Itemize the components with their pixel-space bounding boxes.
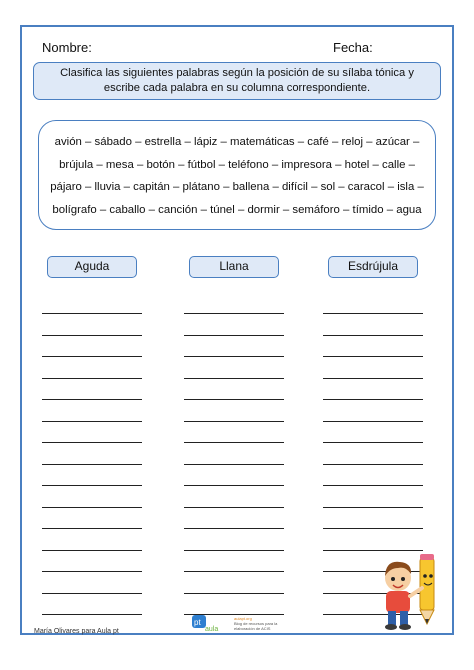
answer-line[interactable]	[323, 442, 423, 443]
instructions-line-1: Clasifica las siguientes palabras según la posición de su sílaba tónica y	[60, 67, 414, 79]
column-header-llana: Llana	[189, 256, 279, 278]
word-bank	[38, 120, 436, 230]
name-label: Nombre:	[42, 40, 92, 55]
answer-line[interactable]	[323, 378, 423, 379]
svg-text:pt: pt	[194, 618, 201, 627]
blog-title: aulapt.org	[234, 616, 252, 621]
answer-line[interactable]	[184, 485, 284, 486]
answer-line[interactable]	[184, 313, 284, 314]
instructions-line-2: escribe cada palabra en su columna correspondiente.	[103, 82, 371, 94]
answer-line[interactable]	[184, 356, 284, 357]
date-label: Fecha:	[333, 40, 373, 55]
answer-line[interactable]	[323, 485, 423, 486]
answer-line[interactable]	[42, 399, 142, 400]
answer-line[interactable]	[323, 507, 423, 508]
answer-line[interactable]	[42, 550, 142, 551]
answer-line[interactable]	[184, 528, 284, 529]
answer-line[interactable]	[42, 571, 142, 572]
answer-line[interactable]	[184, 399, 284, 400]
column-header-esdrujula: Esdrújula	[328, 256, 418, 278]
page-frame	[20, 25, 454, 635]
answer-line[interactable]	[323, 356, 423, 357]
answer-line[interactable]	[42, 378, 142, 379]
answer-line[interactable]	[42, 485, 142, 486]
answer-line[interactable]	[323, 421, 423, 422]
answer-line[interactable]	[42, 593, 142, 594]
child-with-pencil-illustration	[376, 548, 446, 633]
answer-line[interactable]	[184, 335, 284, 336]
answer-line[interactable]	[184, 507, 284, 508]
blog-subtitle: Blog de recursos para la elaboración de ACIS	[234, 621, 278, 631]
answer-line[interactable]	[323, 399, 423, 400]
answer-line[interactable]	[42, 528, 142, 529]
answer-line[interactable]	[323, 313, 423, 314]
answer-line[interactable]	[42, 507, 142, 508]
answer-line[interactable]	[184, 442, 284, 443]
word-bank-line-2: brújula – mesa – botón – fútbol – teléfono – impresora – hotel – calle –	[59, 158, 415, 171]
answer-line[interactable]	[42, 421, 142, 422]
answer-line[interactable]	[42, 442, 142, 443]
author-credit: María Olivares para Aula pt	[34, 628, 119, 635]
answer-line[interactable]	[42, 313, 142, 314]
answer-line[interactable]	[184, 421, 284, 422]
aula-pt-logo	[191, 613, 229, 633]
answer-line[interactable]	[184, 550, 284, 551]
word-bank-line-3: pájaro – lluvia – capitán – plátano – ballena – difícil – sol – caracol – isla –	[50, 181, 424, 193]
blog-note	[234, 616, 284, 631]
answer-line[interactable]	[184, 593, 284, 594]
answer-line[interactable]	[42, 614, 142, 615]
word-bank-line-1: avión – sábado – estrella – lápiz – matemáticas – café – reloj – azúcar –	[54, 136, 420, 148]
answer-line[interactable]	[42, 464, 142, 465]
answer-line[interactable]	[323, 528, 423, 529]
answer-line[interactable]	[323, 335, 423, 336]
answer-line[interactable]	[323, 464, 423, 465]
word-bank-line-4: bolígrafo – caballo – canción – túnel – dormir – semáforo – tímido – agua	[52, 203, 422, 216]
answer-line[interactable]	[42, 335, 142, 336]
answer-line[interactable]	[184, 464, 284, 465]
column-header-aguda: Aguda	[47, 256, 137, 278]
answer-line[interactable]	[42, 356, 142, 357]
answer-line[interactable]	[184, 571, 284, 572]
answer-line[interactable]	[184, 378, 284, 379]
svg-text:aula: aula	[205, 626, 219, 633]
instructions-box	[33, 62, 441, 100]
